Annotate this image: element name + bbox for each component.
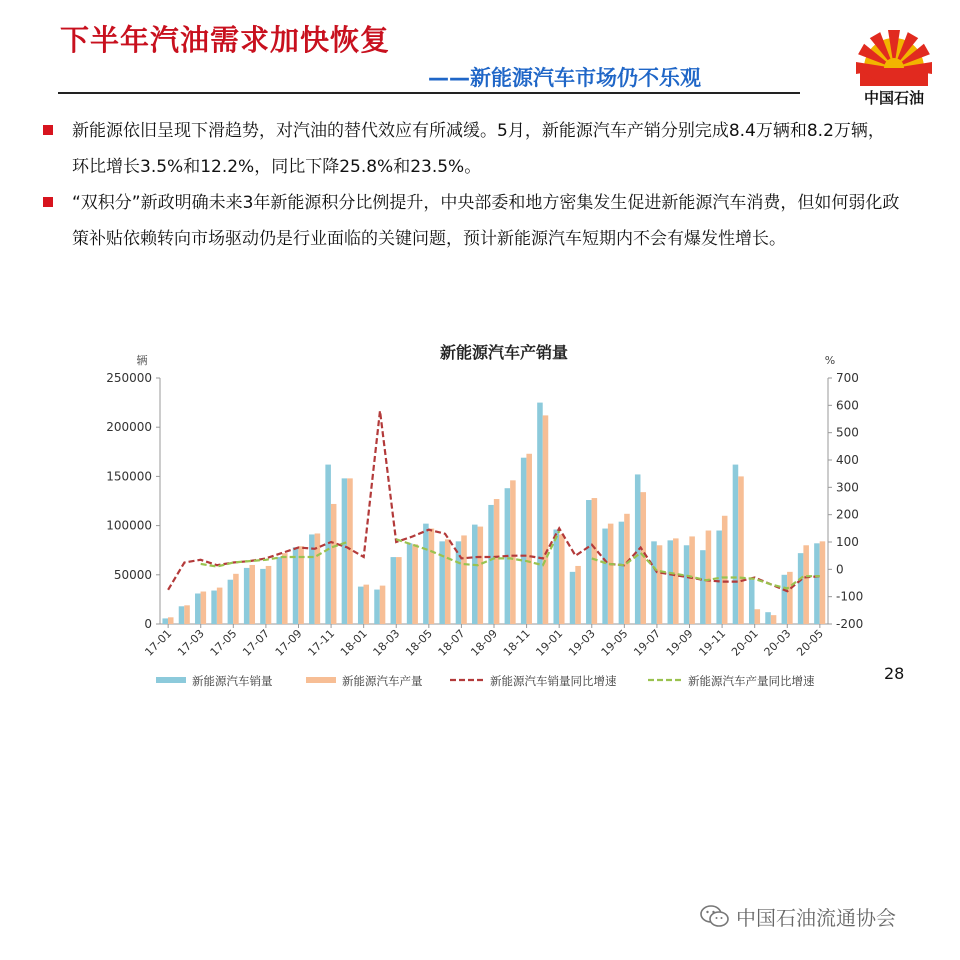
bullet-item xyxy=(40,185,900,257)
production-bar xyxy=(673,538,679,624)
production-bar xyxy=(217,588,223,624)
production-bar xyxy=(445,539,451,624)
x-tick-label: 17-11 xyxy=(305,626,338,659)
x-tick-label: 19-05 xyxy=(598,626,631,659)
sales-bar xyxy=(179,606,185,624)
sales-bar xyxy=(358,587,364,624)
x-tick-label: 19-07 xyxy=(631,626,664,659)
production-bar xyxy=(510,480,516,624)
sales-bar xyxy=(782,575,788,624)
sales-bar xyxy=(260,569,266,624)
right-tick-label: -100 xyxy=(836,589,864,604)
production-bar xyxy=(201,592,207,624)
bullet-list xyxy=(40,113,900,257)
x-tick-label: 17-03 xyxy=(175,626,207,659)
bullet-marker-icon xyxy=(43,125,53,135)
left-tick-label: 150000 xyxy=(106,469,152,484)
production-bar xyxy=(526,454,532,624)
x-tick-label: 19-03 xyxy=(566,626,598,659)
x-tick-label: 18-01 xyxy=(337,626,370,659)
legend-label: 新能源汽车销量 xyxy=(192,674,273,688)
legend-label: 新能源汽车销量同比增速 xyxy=(490,674,617,688)
x-tick-label: 18-03 xyxy=(370,626,403,659)
sales-bar xyxy=(521,458,527,624)
production-bar xyxy=(657,545,663,624)
production-bar xyxy=(608,524,614,624)
left-axis-unit: 辆 xyxy=(136,354,148,367)
x-tick-label: 17-09 xyxy=(272,626,305,659)
sales-bar xyxy=(472,525,478,624)
production-bar xyxy=(347,478,353,624)
production-bar xyxy=(494,499,500,624)
sales-bar xyxy=(749,580,755,624)
x-tick-label: 20-01 xyxy=(729,626,761,659)
sales-bar xyxy=(456,541,462,624)
sales-bar xyxy=(211,591,217,624)
production-bar xyxy=(722,516,728,624)
production-bar xyxy=(640,492,646,624)
legend-label: 新能源汽车产量 xyxy=(342,674,423,688)
right-tick-label: 500 xyxy=(836,425,859,440)
x-tick-label: 19-01 xyxy=(533,626,566,659)
sales-bar xyxy=(244,568,250,624)
production-bar xyxy=(820,541,826,624)
sales-bar xyxy=(276,557,282,624)
chart-title: 新能源汽车产销量 xyxy=(439,343,569,362)
page-title: 下半年汽油需求加快恢复 xyxy=(60,23,391,57)
production-bar xyxy=(429,529,435,624)
production-bar xyxy=(396,557,402,624)
right-tick-label: 600 xyxy=(836,398,859,413)
sales-bar xyxy=(570,572,576,624)
x-tick-label: 18-05 xyxy=(403,626,435,659)
sales-bar xyxy=(537,403,543,624)
watermark-text: 中国石油流通协会 xyxy=(736,906,896,930)
left-tick-label: 250000 xyxy=(106,371,152,385)
production-bar xyxy=(771,615,777,624)
legend-swatch xyxy=(156,677,186,683)
production-bar xyxy=(380,586,386,624)
sales-bar xyxy=(488,505,494,624)
sales-bar xyxy=(374,590,380,624)
page-number: 28 xyxy=(884,664,905,683)
x-tick-label: 19-11 xyxy=(696,626,729,659)
production-bar xyxy=(412,544,418,624)
production-bar xyxy=(738,476,744,624)
left-tick-label: 0 xyxy=(144,617,152,631)
legend-label: 新能源汽车产量同比增速 xyxy=(688,674,815,688)
sales-bar xyxy=(619,522,625,624)
production-bar xyxy=(315,533,321,624)
x-tick-label: 20-03 xyxy=(761,626,794,659)
sales-bar xyxy=(586,500,592,624)
x-tick-label: 20-05 xyxy=(794,626,826,659)
right-tick-label: -200 xyxy=(836,617,864,631)
production-bar xyxy=(543,415,549,624)
sales-bar xyxy=(293,547,299,624)
ev-production-sales-chart xyxy=(100,330,880,700)
page-subtitle: ——新能源汽车市场仍不乐观 xyxy=(428,66,701,90)
left-tick-label: 200000 xyxy=(106,420,152,435)
sales-bar xyxy=(798,553,804,624)
sales-bar xyxy=(602,529,608,624)
production-bar xyxy=(331,504,337,624)
right-tick-label: 400 xyxy=(836,453,859,467)
sales-bar xyxy=(195,593,201,624)
left-tick-label: 100000 xyxy=(106,518,152,533)
right-tick-label: 100 xyxy=(836,535,859,549)
production-bar xyxy=(559,534,565,624)
x-tick-label: 18-07 xyxy=(435,626,468,659)
sales-bar xyxy=(439,541,445,624)
production-bar xyxy=(363,585,369,624)
sales-bar xyxy=(162,618,168,624)
right-tick-label: 300 xyxy=(836,480,859,495)
logo-text: 中国石油 xyxy=(863,89,924,107)
sales-bar xyxy=(651,541,657,624)
x-tick-label: 18-11 xyxy=(500,626,533,659)
production-bar xyxy=(689,536,695,624)
production-bar xyxy=(755,609,761,624)
production-bar xyxy=(787,572,793,624)
production-bar xyxy=(706,531,712,624)
sales-bar xyxy=(553,530,559,624)
production-bar xyxy=(233,574,239,624)
production-bar xyxy=(461,535,467,624)
sales-bar xyxy=(325,465,331,624)
bullet-text: 新能源依旧呈现下滑趋势，对汽油的替代效应有所减缓。5月，新能源汽车产销分别完成8.4万辆和8.2万辆，环比增长3.5%和12.2%，同比下降25.8%和23.5%。 xyxy=(72,121,885,177)
bullet-marker-icon xyxy=(43,197,53,207)
sales-bar xyxy=(700,550,706,624)
sales-bar xyxy=(423,524,429,624)
sales-bar xyxy=(407,543,413,624)
production-bar xyxy=(184,605,190,624)
sales-bar xyxy=(684,545,690,624)
bullet-item xyxy=(40,113,900,185)
title-divider xyxy=(58,92,800,94)
sales-bar xyxy=(765,612,771,624)
right-tick-label: 200 xyxy=(836,507,859,522)
x-tick-label: 19-09 xyxy=(663,626,696,659)
production-bar xyxy=(624,514,630,624)
right-tick-label: 0 xyxy=(836,562,844,577)
production-bar xyxy=(249,565,255,624)
sales-bar xyxy=(733,465,739,624)
right-tick-label: 700 xyxy=(836,371,859,385)
production-bar xyxy=(575,566,581,624)
x-tick-label: 17-07 xyxy=(240,626,273,659)
sales-bar xyxy=(342,478,348,624)
watermark xyxy=(700,902,896,931)
x-tick-label: 18-09 xyxy=(468,626,501,659)
left-tick-label: 50000 xyxy=(113,567,152,582)
wechat-icon xyxy=(700,904,730,930)
x-tick-label: 17-05 xyxy=(207,626,240,659)
bullet-text: “双积分”新政明确未来3年新能源积分比例提升，中央部委和地方密集发生促进新能源汽车消费，但如何弱化政策补贴依赖转向市场驱动仍是行业面临的关键问题，预计新能源汽车短期内不会有爆发性增长。 xyxy=(72,193,900,249)
production-bar xyxy=(478,527,484,624)
production-bar xyxy=(803,545,809,624)
right-axis-unit: % xyxy=(824,354,836,367)
legend-swatch xyxy=(306,677,336,683)
sales-bar xyxy=(228,580,234,624)
production-bar xyxy=(266,566,272,624)
sales-bar xyxy=(391,557,397,624)
x-tick-label: 17-01 xyxy=(142,626,175,659)
production-bar xyxy=(282,553,288,624)
sales-bar xyxy=(814,543,820,624)
sales-bar xyxy=(668,540,674,624)
production-bar xyxy=(168,617,174,624)
